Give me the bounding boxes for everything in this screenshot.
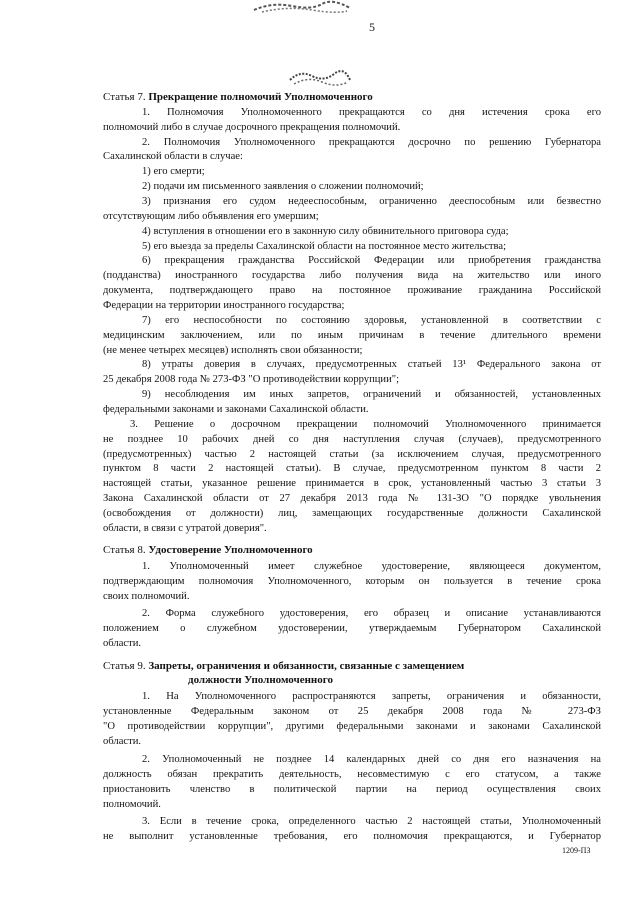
text-line: 2. Полномочия Уполномоченного прекращаются досрочно по решению Губернатора	[142, 137, 601, 148]
text-line: области.	[103, 638, 142, 649]
text-line: приостановить членство в политической партии на период осуществления своих	[103, 784, 601, 795]
text-line: 8) утраты доверия в случаях, предусмотренных статьей 13¹ Федерального закона от	[142, 359, 601, 370]
text-line: 2. Форма служебного удостоверения, его образец и описание устанавливаются	[142, 608, 601, 619]
text-line: не выполнит установленные требования, его полномочия прекращаются, и Губернатор	[103, 831, 601, 842]
text-line: 2. Уполномоченный не позднее 14 календарных дней со дня его назначения на	[142, 754, 601, 765]
text-line: подтверждающим полномочия Уполномоченного, которым он пользуется в течение срока	[103, 576, 601, 587]
article-9-heading-cont: должности Уполномоченного	[188, 674, 333, 686]
text-line: 9) несоблюдения им иных запретов, ограничений и обязанностей, установленных	[142, 389, 601, 400]
text-line: 25 декабря 2008 года № 273-ФЗ "О противодействии коррупции";	[103, 374, 400, 385]
text-line: отсутствующим либо объявления его умершим;	[103, 211, 319, 222]
text-line: положением о служебном удостоверении, утверждаемым Губернатором Сахалинской	[103, 623, 601, 634]
text-line: 2) подачи им письменного заявления о сложении полномочий;	[142, 181, 424, 192]
text-line: 1. Уполномоченный имеет служебное удостоверение, являющееся документом,	[142, 561, 601, 572]
text-line: медицинским заключением, или по иным причинам в течение длительного времени	[103, 330, 601, 341]
text-line: (подданства) иностранного государства либо получения вида на жительство или иного	[103, 270, 601, 281]
article-9-heading: Статья 9. Запреты, ограничения и обязанности, связанные с замещением	[103, 660, 465, 672]
text-line: полномочий.	[103, 799, 161, 810]
text-line: не позднее 10 рабочих дней со дня наступления случая (случаев), предусмотренного	[103, 434, 601, 445]
text-line: 5) его выезда за пределы Сахалинской области на постоянное место жительства;	[142, 241, 507, 252]
text-line: 3. Решение о досрочном прекращении полномочий Уполномоченного принимается	[130, 419, 601, 430]
text-line: Закона Сахалинской области от 27 декабря 2013 года № 131-ЗО "О порядке увольнения	[103, 493, 601, 504]
text-line: Федерации на территории иностранного государства;	[103, 300, 345, 311]
text-line: области.	[103, 736, 142, 747]
text-line: полномочий либо в случае досрочного прекращения полномочий.	[103, 122, 401, 133]
article-8-heading: Статья 8. Удостоверение Уполномоченного	[103, 544, 313, 556]
text-line: 7) его неспособности по состоянию здоровья, установленной в соответствии с	[142, 315, 601, 326]
page-number: 5	[369, 20, 375, 34]
document-code: 1209-ПЗ	[562, 846, 591, 855]
seal-stamp-fragment	[252, 0, 352, 14]
text-line: своих полномочий.	[103, 591, 190, 602]
stamp-mark	[288, 68, 352, 86]
text-line: (предусмотренных) частью 2 настоящей статьи (за исключением случая, предусмотренного	[103, 449, 601, 460]
text-line: установленные Федеральным законом от 25 декабря 2008 года № 273-ФЗ	[103, 706, 601, 717]
text-line: области, в связи с утратой доверия".	[103, 523, 267, 534]
text-line: федеральными законами и законами Сахалинской области.	[103, 404, 369, 415]
text-line: (освобождения от должности) лиц, замещающих государственные должности Сахалинской	[103, 508, 601, 519]
text-line: Сахалинской области в случае:	[103, 151, 243, 162]
text-line: пунктом 8 части 2 настоящей статьи). В случае, предусмотренном пунктом 8 части 2	[103, 463, 601, 474]
text-line: документа, подтверждающего право на постоянное проживание гражданина Российской	[103, 285, 601, 296]
text-line: 1. Полномочия Уполномоченного прекращаются со дня истечения срока его	[142, 107, 601, 118]
text-line: (не менее четырех месяцев) исполнять свои обязанности;	[103, 345, 363, 356]
text-line: 3) признания его судом недееспособным, ограниченно дееспособным или безвестно	[142, 196, 601, 207]
text-line: должность обязан прекратить деятельность, несовместимую с его статусом, а также	[103, 769, 601, 780]
text-line: 1) его смерти;	[142, 166, 205, 177]
article-7-heading: Статья 7. Прекращение полномочий Уполномоченного	[103, 91, 373, 103]
text-line: 4) вступления в отношении его в законную силу обвинительного приговора суда;	[142, 226, 509, 237]
text-line: 6) прекращения гражданства Российской Федерации или приобретения гражданства	[142, 255, 601, 266]
text-line: "О противодействии коррупции", другими федеральными законами и законами Сахалинской	[103, 721, 601, 732]
text-line: 1. На Уполномоченного распространяются запреты, ограничения и обязанности,	[142, 691, 601, 702]
text-line: настоящей статьи, указанное решение принимается в срок, установленный частью 3 статьи 3	[103, 478, 601, 489]
text-line: 3. Если в течение срока, определенного частью 2 настоящей статьи, Уполномоченный	[142, 816, 601, 827]
